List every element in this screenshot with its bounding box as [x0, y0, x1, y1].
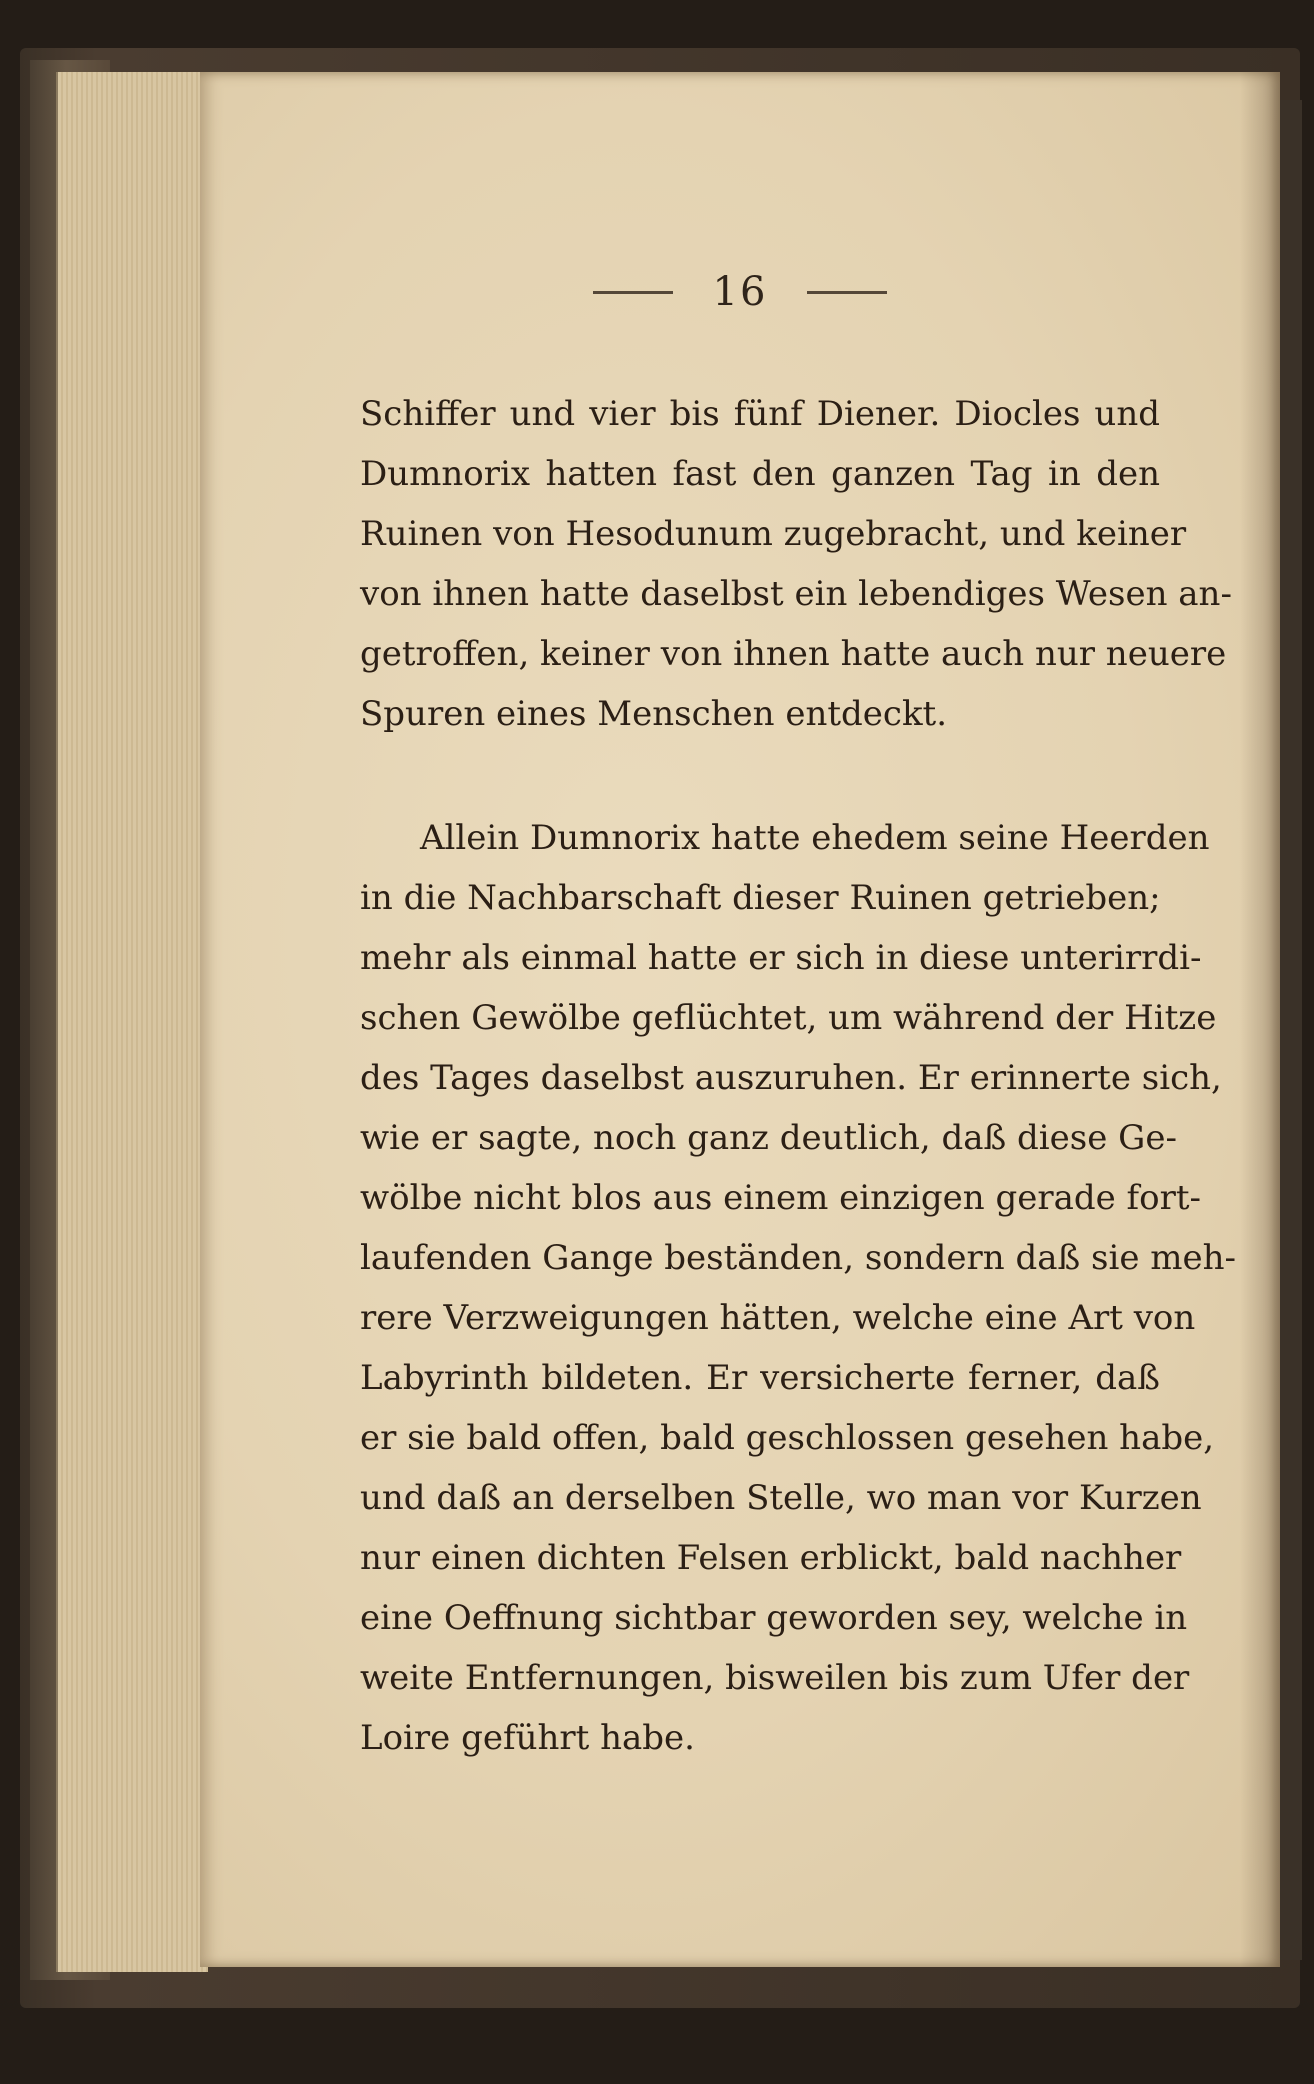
text-line: Spuren eines Menschen entdeckt.	[360, 694, 948, 734]
text-line: er sie bald offen, bald geschlossen gesehen habe,	[360, 1418, 1215, 1458]
text-line: schen Gewölbe geflüchtet, um während der Hitze	[360, 998, 1217, 1038]
page-stack-edges	[56, 72, 208, 1972]
text-line: des Tages daselbst auszuruhen. Er erinnerte sich,	[360, 1058, 1222, 1098]
page-gutter-shadow	[1240, 72, 1280, 1967]
book-page	[200, 72, 1280, 1967]
text-line: laufenden Gange beständen, sondern daß sie meh-	[360, 1238, 1237, 1278]
text-line: mehr als einmal hatte er sich in diese unterirrdi-	[360, 938, 1202, 978]
text-line: Labyrinth bildeten. Er versicherte ferner, daß	[360, 1358, 1160, 1398]
text-line: eine Oeffnung sichtbar geworden sey, welche in	[360, 1598, 1188, 1638]
text-line: weite Entfernungen, bisweilen bis zum Ufer der	[360, 1658, 1190, 1698]
facing-page-edge	[1278, 100, 1302, 1960]
text-line: nur einen dichten Felsen erblickt, bald nachher	[360, 1538, 1182, 1578]
paragraph-1	[360, 384, 1232, 744]
text-line: von ihnen hatte daselbst ein lebendiges Wesen an-	[360, 574, 1232, 614]
header-dash-right	[807, 291, 887, 294]
text-line: Ruinen von Hesodunum zugebracht, und keiner	[360, 514, 1187, 554]
text-line: wie er sagte, noch ganz deutlich, daß diese Ge-	[360, 1118, 1177, 1158]
body-text	[360, 384, 1237, 1768]
text-line: wölbe nicht blos aus einem einzigen gerade fort-	[360, 1178, 1202, 1218]
text-line: rere Verzweigungen hätten, welche eine Art von	[360, 1298, 1196, 1338]
text-line: getroffen, keiner von ihnen hatte auch nur neuere	[360, 634, 1227, 674]
text-line: in die Nachbarschaft dieser Ruinen getrieben;	[360, 878, 1161, 918]
page-number: 16	[712, 269, 768, 315]
text-line: Loire geführt habe.	[360, 1718, 695, 1758]
page-header	[200, 252, 1280, 332]
text-line: und daß an derselben Stelle, wo man vor Kurzen	[360, 1478, 1202, 1518]
header-dash-left	[593, 291, 673, 294]
paragraph-2	[360, 808, 1237, 1768]
text-line: Schiffer und vier bis fünf Diener. Diocles und	[360, 394, 1160, 434]
text-line: Dumnorix hatten fast den ganzen Tag in den	[360, 454, 1160, 494]
text-line: Allein Dumnorix hatte ehedem seine Heerden	[420, 818, 1210, 858]
